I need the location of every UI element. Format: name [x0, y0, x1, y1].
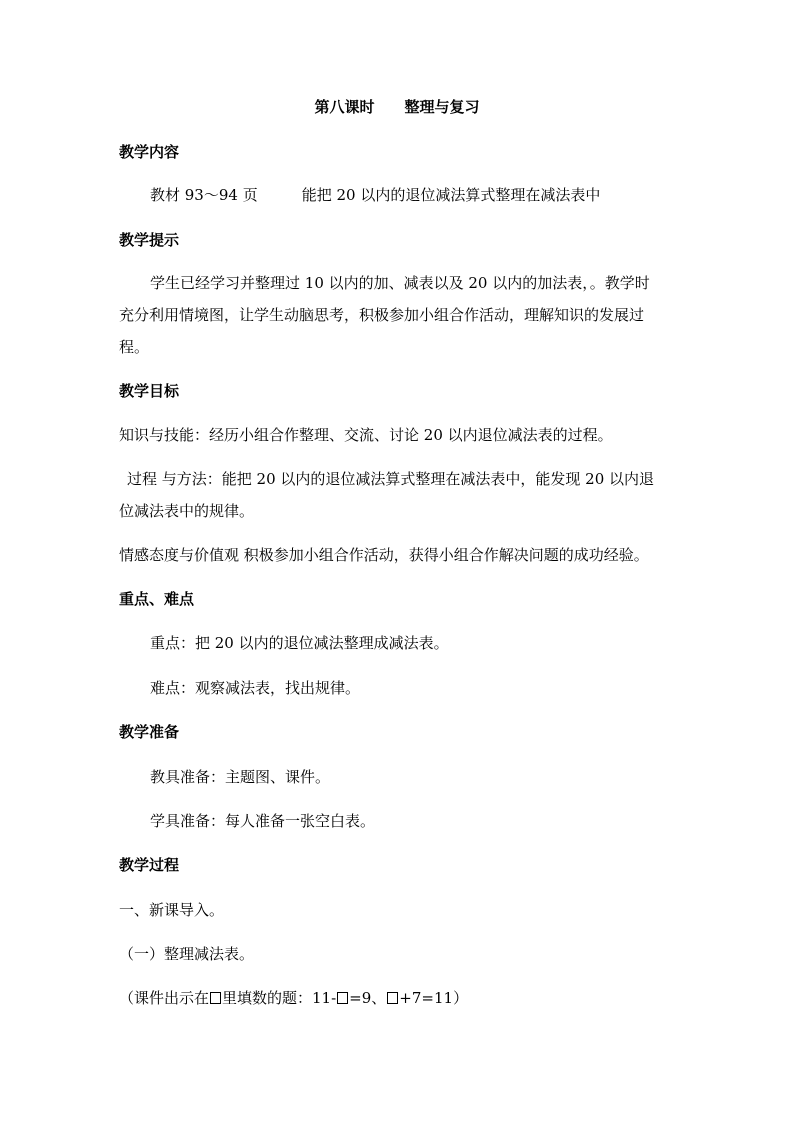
content-pages: 教材 93～94 页: [150, 186, 258, 204]
key-point: 重点：把 20 以内的退位减法整理成减法表。: [150, 634, 449, 652]
process-task: （课件出示在 里填数的题：11- =9、 +7=11）: [119, 989, 469, 1007]
hints-line-3: 程。: [119, 338, 150, 356]
hints-line-1: 学生已经学习并整理过 10 以内的加、减表以及 20 以内的加法表，。教学时: [150, 274, 650, 292]
heading-prep: 教学准备: [119, 723, 180, 741]
prep-student: 学具准备：每人准备一张空白表。: [150, 812, 376, 830]
blank-box-icon: [387, 992, 398, 1004]
goal-emotion: 情感态度与价值观 积极参加小组合作活动，获得小组合作解决问题的成功经验。: [119, 546, 649, 564]
prep-teacher: 教具准备：主题图、课件。: [150, 768, 331, 786]
heading-key-points: 重点、难点: [119, 590, 195, 608]
heading-hints: 教学提示: [119, 231, 180, 249]
goal-process-line-2: 位减法表中的规律。: [119, 502, 255, 520]
process-step-1: 一、新课导入。: [119, 901, 225, 919]
blank-box-icon: [210, 992, 221, 1004]
process-sub-1: （一）整理减法表。: [119, 945, 255, 963]
blank-box-icon: [337, 992, 348, 1004]
hints-line-2: 充分利用情境图，让学生动脑思考，积极参加小组合作活动，理解知识的发展过: [119, 306, 645, 324]
difficulty-point: 难点：观察减法表，找出规律。: [150, 679, 361, 697]
heading-goals: 教学目标: [119, 382, 180, 400]
page-title: [0, 97, 794, 117]
lesson-number: 第八课时: [314, 98, 375, 116]
content-desc: 能把 20 以内的退位减法算式整理在减法表中: [301, 186, 601, 204]
goal-process-line-1: 过程 与方法：能把 20 以内的退位减法算式整理在减法表中，能发现 20 以内退: [127, 470, 655, 488]
heading-process: 教学过程: [119, 856, 180, 874]
content-line: [150, 185, 600, 205]
lesson-topic: 整理与复习: [404, 98, 480, 116]
heading-content: 教学内容: [119, 143, 180, 161]
goal-knowledge: 知识与技能：经历小组合作整理、交流、讨论 20 以内退位减法表的过程。: [119, 426, 613, 444]
